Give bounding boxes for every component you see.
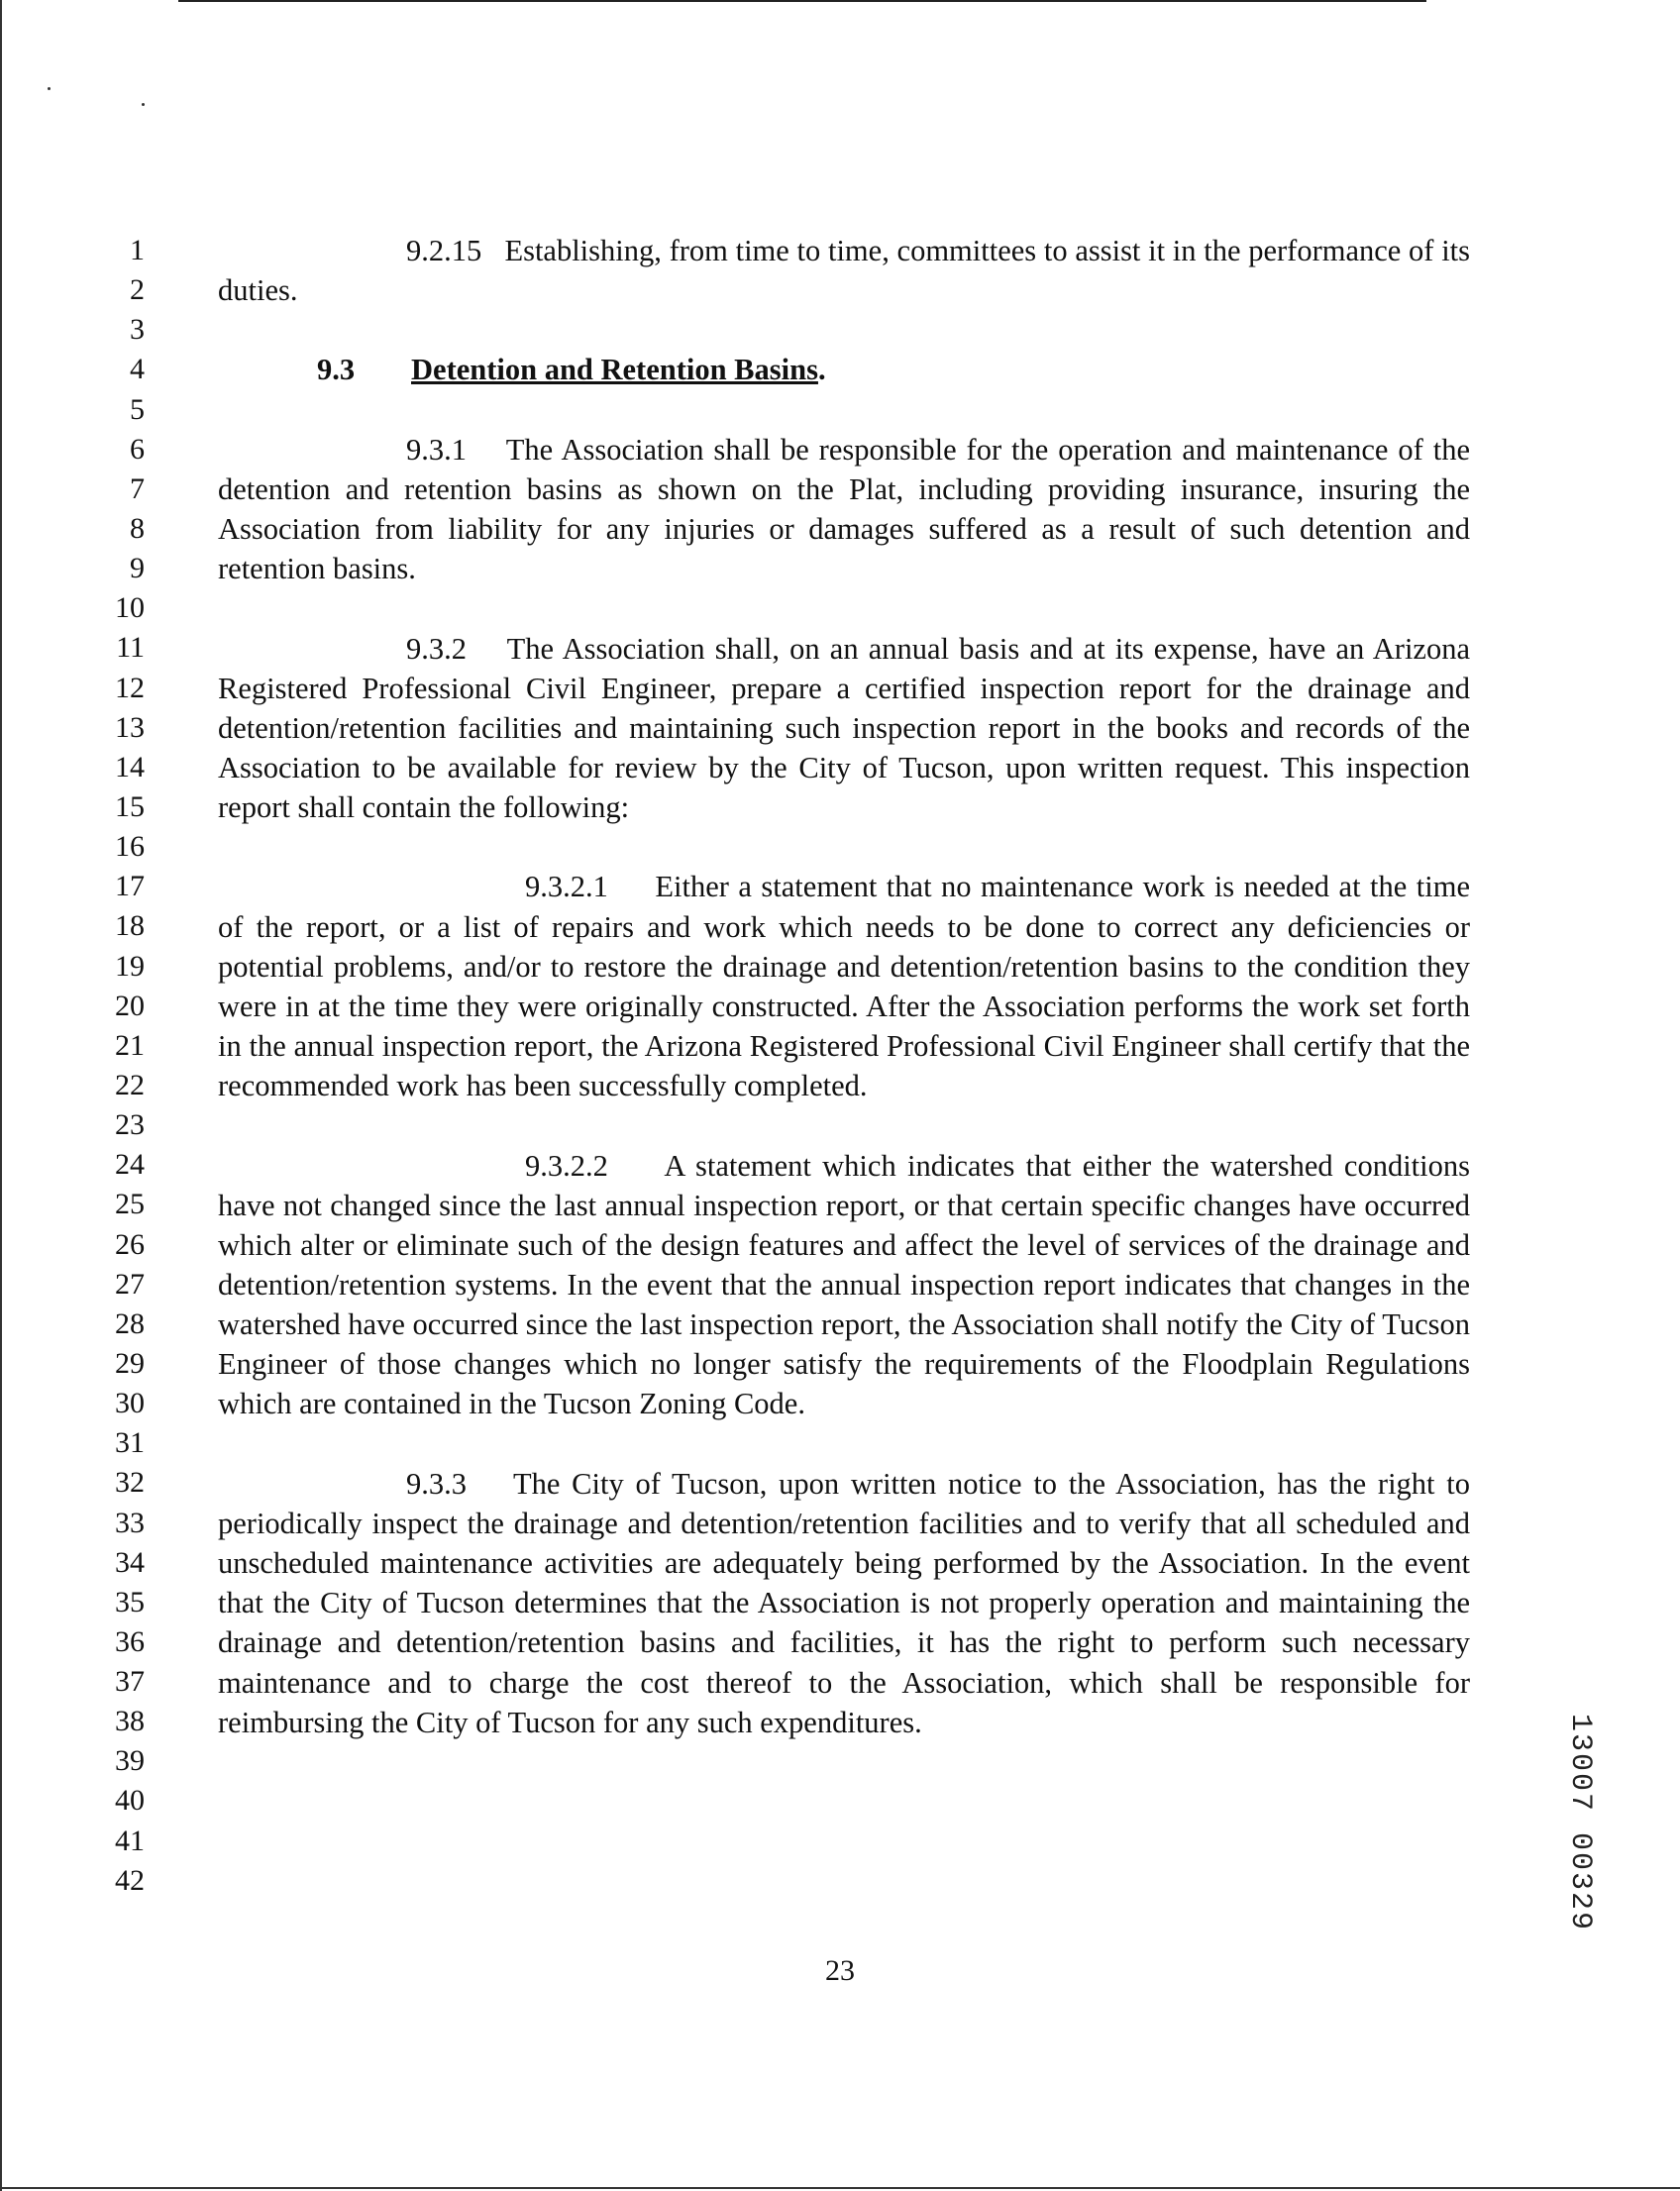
section-number: 9.3.2.1 bbox=[525, 870, 608, 904]
recording-stamp: 13007 00329 bbox=[1563, 1714, 1597, 1932]
paragraph-text: The Association shall be responsible for the operation and maintenance of the detention and retention basins as shown on the Plat, including providing insurance, insuring the Association from liability for any injuries or damages suffered as a result of such detention and retention basins. bbox=[218, 432, 1471, 586]
paragraph-text: Establishing, from time to time, committees to assist it in the performance of its duties. bbox=[218, 234, 1471, 308]
line-number: 25 bbox=[115, 1188, 145, 1221]
section-number: 9.3.3 bbox=[406, 1466, 467, 1501]
section-heading-9-3 bbox=[218, 350, 1470, 389]
line-number: 30 bbox=[115, 1387, 145, 1420]
document-body bbox=[218, 231, 1470, 1742]
line-number: 15 bbox=[115, 789, 145, 823]
section-title: Detention and Retention Basins bbox=[411, 353, 818, 387]
line-number: 23 bbox=[115, 1108, 145, 1142]
line-number: 16 bbox=[115, 830, 145, 864]
line-number: 35 bbox=[115, 1585, 145, 1618]
paragraph-9-3-3 bbox=[218, 1464, 1470, 1742]
line-number: 14 bbox=[115, 750, 145, 783]
line-number: 6 bbox=[130, 432, 145, 466]
scan-speck bbox=[48, 87, 51, 90]
line-number: 20 bbox=[115, 989, 145, 1022]
scan-border-left bbox=[0, 0, 2, 2191]
line-number: 36 bbox=[115, 1624, 145, 1658]
line-number: 29 bbox=[115, 1346, 145, 1380]
line-number: 21 bbox=[115, 1028, 145, 1062]
paragraph-9-3-1 bbox=[218, 430, 1470, 589]
line-number: 17 bbox=[115, 870, 145, 903]
line-number: 19 bbox=[115, 949, 145, 983]
line-number: 24 bbox=[115, 1148, 145, 1182]
line-number: 38 bbox=[115, 1705, 145, 1738]
line-number: 8 bbox=[130, 511, 145, 545]
line-number: 31 bbox=[115, 1426, 145, 1460]
line-number: 32 bbox=[115, 1466, 145, 1500]
paragraph-text: A statement which indicates that either the watershed conditions have not changed since the last annual inspection report, or that certain specific changes have occurred which alter or eliminate such of the design features and affect the level of services of the drainage and detention/retention systems. In the event that the annual inspection report indicates that changes in the watershed have occurred since the last inspection report, the Association shall notify the City of Tucson Engineer of those changes which no longer satisfy the requirements of the Floodplain Regulations which are contained in the Tucson Zoning Code. bbox=[218, 1148, 1470, 1421]
paragraph-9-3-2-1 bbox=[218, 867, 1470, 1105]
section-number: 9.3 bbox=[317, 353, 356, 387]
line-number: 5 bbox=[130, 392, 145, 426]
line-number: 28 bbox=[115, 1306, 145, 1340]
paragraph-9-2-15 bbox=[218, 231, 1470, 310]
section-title-suffix: . bbox=[817, 353, 826, 387]
page-number: 23 bbox=[825, 1954, 855, 1987]
scan-speck bbox=[142, 103, 145, 106]
section-number: 9.3.1 bbox=[406, 432, 467, 467]
line-number: 9 bbox=[130, 552, 145, 585]
line-number: 33 bbox=[115, 1506, 145, 1539]
line-number: 11 bbox=[116, 631, 145, 665]
line-number: 34 bbox=[115, 1545, 145, 1579]
scan-border-top bbox=[178, 0, 1426, 2]
line-number: 27 bbox=[115, 1267, 145, 1301]
line-number: 41 bbox=[115, 1824, 145, 1857]
line-number: 22 bbox=[115, 1068, 145, 1101]
line-number: 2 bbox=[130, 273, 145, 307]
line-number: 13 bbox=[115, 710, 145, 744]
line-number-column bbox=[95, 231, 155, 1901]
line-number: 1 bbox=[130, 234, 145, 266]
line-number: 3 bbox=[130, 313, 145, 347]
line-number: 4 bbox=[130, 353, 145, 386]
line-number: 26 bbox=[115, 1227, 145, 1261]
section-number: 9.3.2.2 bbox=[525, 1148, 608, 1183]
paragraph-9-3-2 bbox=[218, 629, 1470, 828]
section-number: 9.2.15 bbox=[406, 234, 482, 267]
line-number: 42 bbox=[115, 1863, 145, 1897]
line-number: 18 bbox=[115, 909, 145, 943]
paragraph-text: The Association shall, on an annual basis and at its expense, have an Arizona Registered Professional Civil Engineer, prepare a certified inspection report for the drainage and detention/retention facilities and maintaining such inspection report in the books and records of the Association to be available for review by the City of Tucson, upon written request. This inspection report shall contain the following: bbox=[218, 631, 1471, 825]
scan-border-bottom bbox=[0, 2187, 1680, 2189]
line-number: 37 bbox=[115, 1665, 145, 1699]
section-number: 9.3.2 bbox=[406, 631, 467, 666]
line-number: 40 bbox=[115, 1784, 145, 1818]
paragraph-text: The City of Tucson, upon written notice to the Association, has the right to periodically inspect the drainage and detention/retention facilities and to verify that all scheduled and unscheduled maintenance activities are adequately being performed by the Association. In the event that the City of Tucson determines that the Association is not properly operation and maintaining the drainage and detention/retention basins and facilities, it has the right to perform such necessary maintenance and to charge the cost thereof to the Association, which shall be responsible for reimbursing the City of Tucson for any such expenditures. bbox=[218, 1466, 1470, 1739]
line-number: 12 bbox=[115, 671, 145, 704]
line-number: 7 bbox=[130, 471, 145, 505]
paragraph-text: Either a statement that no maintenance work is needed at the time of the report, or a list of repairs and work which needs to be done to correct any deficiencies or potential problems, and/or to restore the drainage and detention/retention basins to the condition they were in at the time they were originally constructed. After the Association performs the work set forth in the annual inspection report, the Arizona Registered Professional Civil Engineer shall certify that the recommended work has been successfully completed. bbox=[218, 870, 1471, 1103]
line-number: 39 bbox=[115, 1744, 145, 1778]
paragraph-9-3-2-2 bbox=[218, 1146, 1470, 1424]
line-number: 10 bbox=[115, 591, 145, 625]
